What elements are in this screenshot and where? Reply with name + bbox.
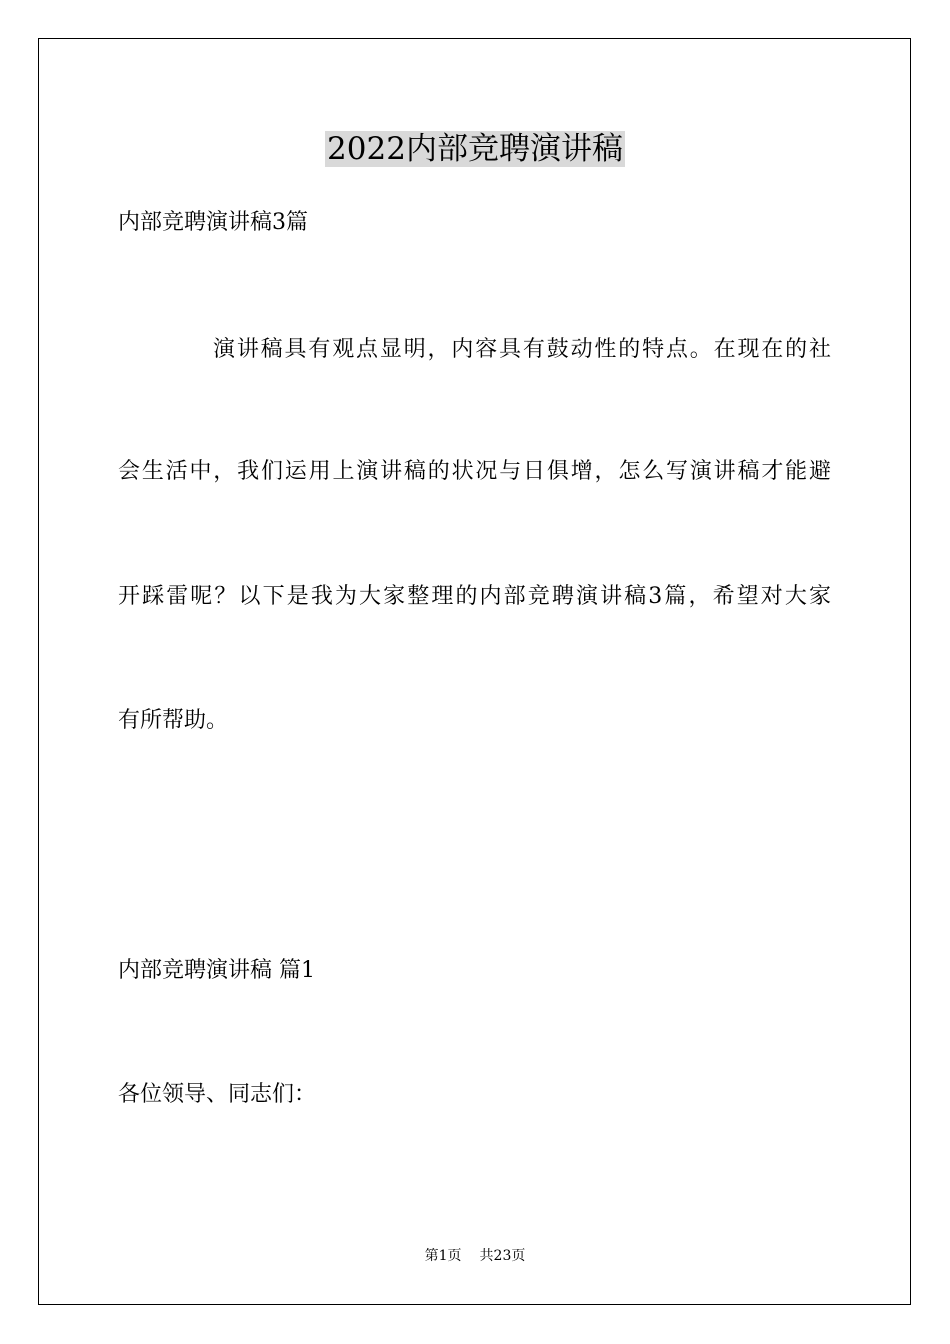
salutation: 各位领导、同志们： <box>118 1082 317 1107</box>
intro-paragraph-line-3: 开踩雷呢？以下是我为大家整理的内部竞聘演讲稿3篇，希望对大家 <box>118 584 831 609</box>
document-title-text: 2022内部竞聘演讲稿 <box>327 131 623 167</box>
page-total: 共23页 <box>479 1248 526 1264</box>
intro-paragraph-line-4: 有所帮助。 <box>118 708 229 733</box>
page-footer <box>0 1246 950 1266</box>
intro-paragraph-line-1: 演讲稿具有观点显明，内容具有鼓动性的特点。在现在的社 <box>213 337 831 362</box>
document-title <box>0 126 950 172</box>
document-subtitle: 内部竞聘演讲稿3篇 <box>118 210 308 235</box>
intro-paragraph-line-2: 会生活中，我们运用上演讲稿的状况与日俱增，怎么写演讲稿才能避 <box>118 459 831 484</box>
section-heading: 内部竞聘演讲稿 篇1 <box>118 958 315 983</box>
page-number: 第1页 <box>424 1248 462 1264</box>
